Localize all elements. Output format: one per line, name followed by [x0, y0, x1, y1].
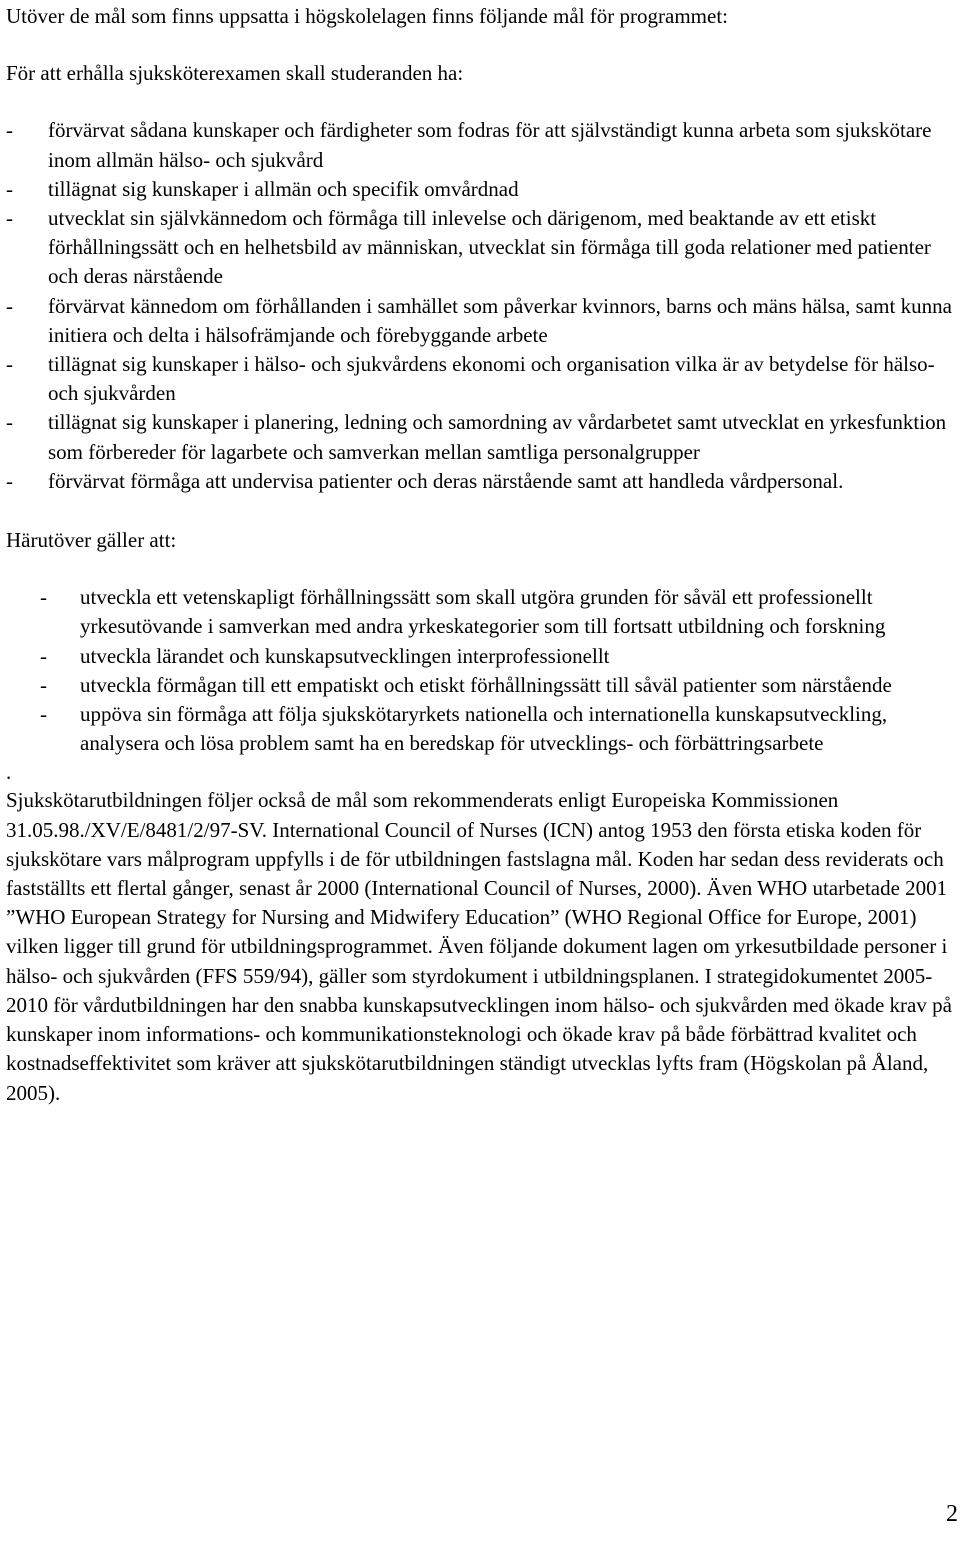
section-heading: Härutöver gäller att:: [6, 528, 177, 553]
list-item: [6, 408, 956, 466]
list-item-text: utveckla förmågan till ett empatiskt och etiskt förhållningssätt till såväl patienter som närstående: [80, 672, 892, 697]
list-item-text: förvärvat kännedom om förhållanden i samhället som påverkar kvinnors, barns och mäns hälsa, samt kunna initiera och delta i hälsofrämjande och förebyggande arbete: [48, 293, 952, 347]
dash-marker: -: [6, 118, 13, 143]
dash-marker: -: [40, 672, 47, 697]
goals-list: [6, 116, 956, 496]
intro-paragraph: Utöver de mål som finns uppsatta i högskolelagen finns följande mål för programmet:: [6, 4, 728, 28]
list-item: [6, 350, 956, 408]
dash-marker: -: [6, 206, 13, 231]
stray-dot: .: [6, 760, 12, 785]
list-item: [6, 175, 956, 204]
list-item-text: tillägnat sig kunskaper i hälso- och sjukvårdens ekonomi och organisation vilka är av betydelse för hälso- och sjukvården: [48, 352, 935, 406]
list-item-text: förvärvat sådana kunskaper och färdigheter som fodras för att självständigt kunna arbeta som sjukskötare inom allmän hälso- och sjukvård: [48, 118, 932, 172]
list-item: [6, 642, 956, 671]
list-item-text: förvärvat förmåga att undervisa patienter och deras närstående samt att handleda vårdpersonal.: [48, 468, 844, 493]
list-item-text: utveckla ett vetenskapligt förhållningssätt som skall utgöra grunden för såväl ett professionellt yrkesutövande i samverkan med andra yrkeskategorier som till fortsatt utbildning och forskning: [80, 585, 886, 639]
list-item: [6, 700, 956, 758]
list-item: [6, 467, 956, 496]
list-item: [6, 583, 956, 641]
closing-paragraph: Sjukskötarutbildningen följer också de mål som rekommenderats enligt Europeiska Kommissionen 31.05.98./XV/E/8481/2/97-SV. International Council of Nurses (ICN) antog 1953 den första etiska koden för sjukskötare vars målprogram uppfylls i de för utbildningen fastslagna mål. Koden har sedan dess reviderats och fastställts ett flertal gånger, senast år 2000 (International Council of Nurses, 2000). Även WHO utarbetade 2001 ”WHO European Strategy for Nursing and Midwifery Education” (WHO Regional Office for Europe, 2001) vilken ligger till grund för utbildningsprogrammet. Även följande dokument lagen om yrkesutbildade personer i hälso- och sjukvården (FFS 559/94), gäller som styrdokument i utbildningsplanen. I strategidokumentet 2005-2010 för vårdutbildningen har den snabba kunskapsutvecklingen inom hälso- och sjukvården med ökade krav på kunskaper inom informations- och kommunikationsteknologi och ökade krav på både förbättrad kvalitet och kostnadseffektivitet som kräver att sjukskötarutbildningen ständigt utvecklas lyfts fram (Högskolan på Åland, 2005).: [6, 788, 952, 1105]
lead-paragraph: För att erhålla sjuksköterexamen skall studeranden ha:: [6, 61, 464, 86]
list-item-text: tillägnat sig kunskaper i planering, ledning och samordning av vårdarbetet samt utvecklat en yrkesfunktion som förbereder för lagarbete och samverkan mellan samtliga personalgrupper: [48, 410, 947, 464]
dash-marker: -: [40, 643, 47, 668]
additional-list: [6, 583, 956, 758]
dash-marker: -: [6, 468, 13, 493]
list-item: [6, 116, 956, 174]
dash-marker: -: [6, 352, 13, 377]
list-item-text: tillägnat sig kunskaper i allmän och specifik omvårdnad: [48, 176, 519, 201]
list-item-text: uppöva sin förmåga att följa sjukskötaryrkets nationella och internationella kunskapsutveckling, analysera och lösa problem samt ha en beredskap för utvecklings- och förbättringsarbete: [80, 702, 888, 756]
dash-marker: -: [6, 410, 13, 435]
list-item-text: utvecklat sin självkännedom och förmåga till inlevelse och därigenom, med beaktande av ett etiskt förhållningssätt och en helhetsbild av människan, utvecklat sin förmåga till goda relationer med patienter och deras närstående: [48, 206, 931, 289]
dash-marker: -: [6, 176, 13, 201]
list-item: [6, 204, 956, 292]
dash-marker: -: [6, 293, 13, 318]
page-number: 2: [946, 1501, 958, 1527]
list-item: [6, 292, 956, 350]
list-item: [6, 671, 956, 700]
list-item-text: utveckla lärandet och kunskapsutvecklingen interprofessionellt: [80, 643, 610, 668]
dash-marker: -: [40, 702, 47, 727]
dash-marker: -: [40, 585, 47, 610]
document-page: [6, 2, 956, 1108]
